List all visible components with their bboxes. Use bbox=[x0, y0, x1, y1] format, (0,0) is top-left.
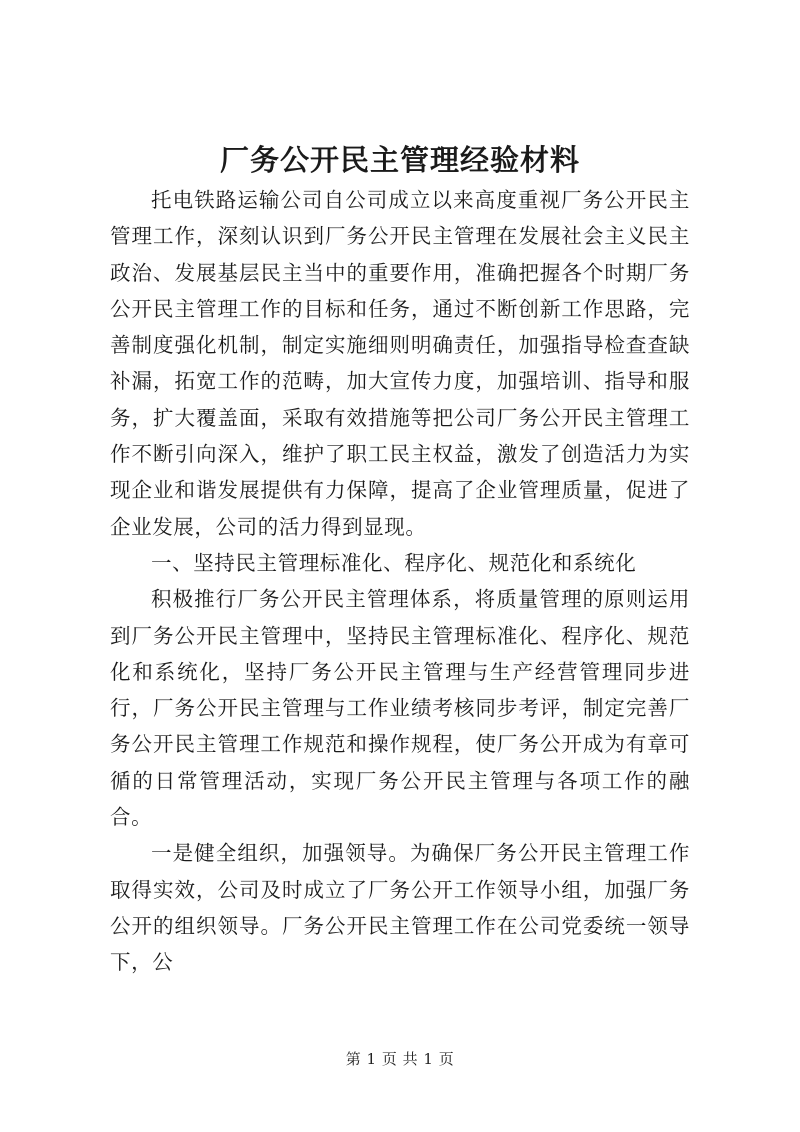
paragraph-organization: 一是健全组织，加强领导。为确保厂务公开民主管理工作取得实效，公司及时成立了厂务公开工作领导小组，加强厂务公开的组织领导。厂务公开民主管理工作在公司党委统一领导下，公 bbox=[110, 841, 690, 975]
section-heading-1: 一、坚持民主管理标准化、程序化、规范化和系统化 bbox=[151, 550, 637, 575]
document-page bbox=[110, 138, 690, 981]
paragraph-intro: 托电铁路运输公司自公司成立以来高度重视厂务公开民主管理工作，深刻认识到厂务公开民主管理在发展社会主义民主政治、发展基层民主当中的重要作用，准确把握各个时期厂务公开民主管理工作的目标和任务，通过不断创新工作思路，完善制度强化机制，制定实施细则明确责任，加强指导检查查缺补漏，拓宽工作的范畴，加大宣传力度，加强培训、指导和服务，扩大覆盖面，采取有效措施等把公司厂务公开民主管理工作不断引向深入，维护了职工民主权益，激发了创造活力为实现企业和谐发展提供有力保障，提高了企业管理质量，促进了企业发展，公司的活力得到显现。 bbox=[110, 188, 690, 539]
page-footer: 第 1 页 共 1 页 bbox=[345, 1050, 455, 1068]
paragraph-section-1: 积极推行厂务公开民主管理体系，将质量管理的原则运用到厂务公开民主管理中，坚持民主管理标准化、程序化、规范化和系统化，坚持厂务公开民主管理与生产经营管理同步进行，厂务公开民主管理与工作业绩考核同步考评，制定完善厂务公开民主管理工作规范和操作规程，使厂务公开成为有章可循的日常管理活动，实现厂务公开民主管理与各项工作的融合。 bbox=[110, 587, 690, 830]
document-title: 厂务公开民主管理经验材料 bbox=[219, 143, 580, 177]
